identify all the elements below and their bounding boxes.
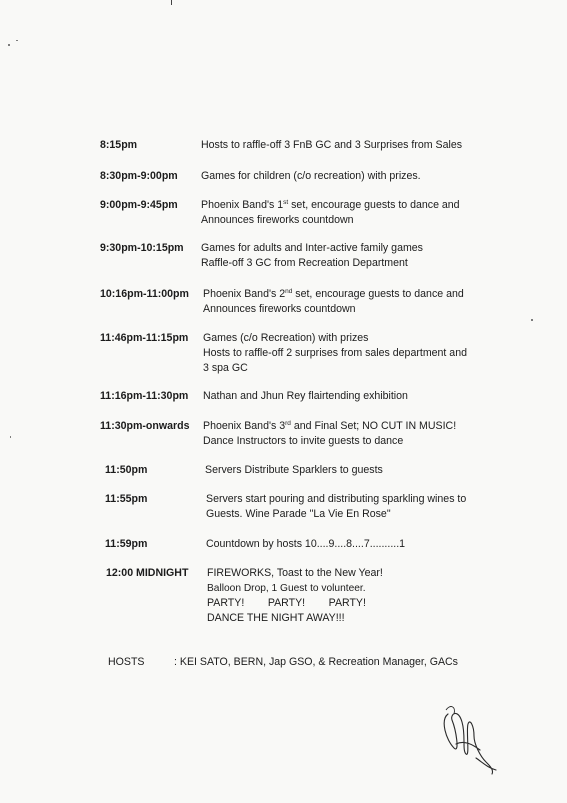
description-line: Servers start pouring and distributing sparkling wines to — [206, 493, 467, 505]
schedule-description — [206, 537, 486, 552]
scan-speck — [16, 40, 18, 41]
description-line: Balloon Drop, 1 Guest to volunteer. — [207, 583, 366, 594]
description-line: FIREWORKS, Toast to the New Year! — [207, 567, 383, 579]
schedule-time: 12:00 MIDNIGHT — [106, 567, 189, 579]
schedule-time: 8:15pm — [100, 139, 138, 151]
description-line: Games for adults and Inter-active family games — [201, 242, 423, 254]
schedule-time: 11:16pm-11:30pm — [100, 390, 189, 402]
description-line: Servers Distribute Sparklers to guests — [205, 464, 383, 476]
description-line: Raffle-off 3 GC from Recreation Department — [201, 257, 408, 269]
description-line: PARTY! PARTY! PARTY! — [207, 597, 366, 609]
description-line: Guests. Wine Parade "La Vie En Rose" — [206, 508, 391, 520]
description-line: Countdown by hosts 10....9....8....7..........1 — [206, 538, 406, 550]
schedule-time: 10:16pm-11:00pm — [100, 288, 189, 300]
schedule-description — [203, 389, 483, 404]
signature — [436, 700, 506, 780]
schedule-description — [205, 463, 485, 478]
schedule-time: 11:50pm — [105, 464, 148, 476]
description-line: Announces fireworks countdown — [201, 214, 354, 226]
description-line: Games (c/o Recreation) with prizes — [203, 332, 369, 344]
schedule-description — [201, 198, 481, 228]
scan-speck — [10, 436, 11, 438]
description-line: Announces fireworks countdown — [203, 303, 356, 315]
schedule-description — [201, 241, 481, 271]
schedule-description — [201, 169, 481, 184]
schedule-time: 8:30pm-9:00pm — [100, 170, 178, 182]
description-line: Hosts to raffle-off 3 FnB GC and 3 Surprises from Sales — [201, 139, 463, 151]
schedule-time: 9:00pm-9:45pm — [100, 199, 178, 211]
schedule-time: 11:59pm — [105, 538, 148, 550]
scan-speck — [531, 319, 533, 321]
description-line: Nathan and Jhun Rey flairtending exhibition — [203, 390, 408, 402]
description-line: DANCE THE NIGHT AWAY!!! — [207, 612, 345, 624]
schedule-description — [203, 287, 483, 317]
hosts-value: : KEI SATO, BERN, Jap GSO, & Recreation Manager, GACs — [174, 656, 458, 668]
description-line: Dance Instructors to invite guests to dance — [203, 435, 404, 447]
schedule-time: 11:30pm-onwards — [100, 420, 190, 432]
scan-mark — [171, 0, 172, 5]
schedule-description — [203, 419, 483, 449]
scan-speck — [8, 44, 10, 46]
schedule-description — [203, 331, 483, 376]
schedule-time: 9:30pm-10:15pm — [100, 242, 184, 254]
description-line: Hosts to raffle-off 2 surprises from sales department and — [203, 347, 467, 359]
description-line: Games for children (c/o recreation) with prizes. — [201, 170, 421, 182]
schedule-description — [207, 566, 487, 626]
schedule-time: 11:55pm — [105, 493, 148, 505]
schedule-description — [201, 138, 481, 153]
schedule-description — [206, 492, 486, 522]
description-line: 3 spa GC — [203, 362, 248, 374]
description-line: Phoenix Band's 1st set, encourage guests to dance and — [201, 199, 460, 211]
schedule-time: 11:46pm-11:15pm — [100, 332, 189, 344]
description-line: Phoenix Band's 3rd and Final Set; NO CUT IN MUSIC! — [203, 420, 457, 432]
description-line: Phoenix Band's 2nd set, encourage guests to dance and — [203, 288, 464, 300]
hosts-label: HOSTS — [108, 656, 145, 668]
